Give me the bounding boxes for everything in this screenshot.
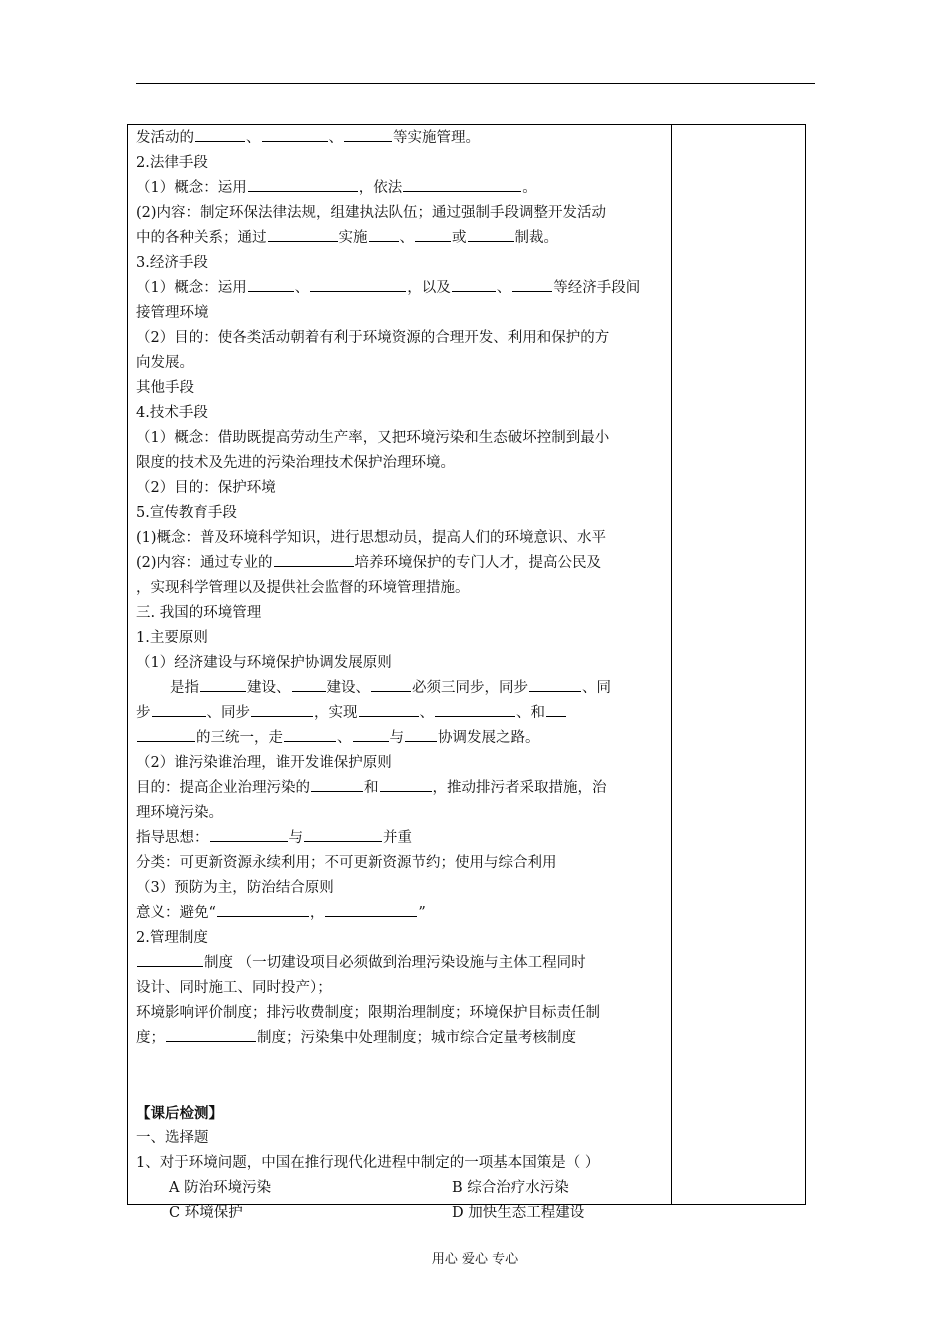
fill-in-blank[interactable] — [310, 277, 406, 292]
choice-option[interactable]: B 综合治疗水污染 — [452, 1180, 569, 1196]
text-segment: 步 — [136, 705, 151, 721]
fill-in-blank[interactable] — [292, 677, 326, 692]
text-line — [136, 201, 666, 226]
text-line — [136, 776, 666, 801]
text-segment: 分类：可更新资源永续利用；不可更新资源节约；使用与综合利用 — [136, 855, 557, 871]
text-segment: 意义：避免“ — [136, 905, 216, 921]
text-segment: 是指 — [170, 680, 199, 696]
text-line — [136, 126, 666, 151]
text-segment: 制裁。 — [514, 230, 558, 246]
text-segment: 、 — [294, 280, 310, 296]
text-segment: 、和 — [516, 705, 545, 721]
fill-in-blank[interactable] — [248, 277, 294, 292]
table-column-divider — [671, 125, 672, 1204]
text-segment: 限度的技术及先进的污染治理技术保护治理环境。 — [136, 455, 455, 471]
text-segment: 制度；污染集中处理制度；城市综合定量考核制度 — [257, 1030, 576, 1046]
text-segment: 接管理环境 — [136, 305, 209, 321]
text-line — [136, 401, 666, 426]
fill-in-blank[interactable] — [274, 552, 354, 567]
fill-in-blank[interactable] — [405, 727, 437, 742]
fill-in-blank[interactable] — [380, 777, 432, 792]
text-segment: 的三统一，走 — [196, 730, 283, 746]
main-text-column — [136, 126, 666, 1226]
text-line — [136, 1026, 666, 1051]
fill-in-blank[interactable] — [403, 177, 521, 192]
text-segment: 、 — [496, 280, 512, 296]
text-segment: 目的：提高企业治理污染的 — [136, 780, 310, 796]
fill-in-blank[interactable] — [546, 702, 566, 717]
text-segment: （2）目的：使各类活动朝着有利于环境资源的合理开发、利用和保护的方 — [136, 330, 610, 346]
text-segment: 环境影响评价制度；排污收费制度；限期治理制度；环境保护目标责任制 — [136, 1005, 600, 1021]
text-line — [136, 876, 666, 901]
fill-in-blank[interactable] — [452, 277, 496, 292]
text-line — [136, 626, 666, 651]
text-segment: 、同步 — [206, 705, 250, 721]
text-line — [136, 701, 666, 726]
text-line — [136, 376, 666, 401]
text-segment: 等经济手段间 — [553, 280, 641, 296]
text-segment: ，依法 — [358, 180, 403, 196]
text-segment: 4.技术手段 — [136, 405, 208, 421]
text-segment: 1.主要原则 — [136, 630, 208, 646]
text-line — [136, 426, 666, 451]
choice-option[interactable]: C 环境保护 — [169, 1205, 243, 1221]
fill-in-blank[interactable] — [304, 827, 382, 842]
fill-in-blank[interactable] — [200, 677, 246, 692]
fill-in-blank[interactable] — [284, 727, 336, 742]
fill-in-blank[interactable] — [210, 827, 288, 842]
fill-in-blank[interactable] — [468, 227, 514, 242]
text-segment: 【课后检测】 — [136, 1105, 223, 1122]
text-line — [136, 951, 666, 976]
choice-option[interactable]: D 加快生态工程建设 — [452, 1205, 585, 1221]
text-segment: 发活动的 — [136, 130, 194, 146]
text-line — [136, 976, 666, 1001]
header-rule — [136, 83, 815, 84]
text-line — [136, 1126, 666, 1151]
text-line — [136, 176, 666, 201]
text-segment: 与 — [389, 730, 404, 746]
text-segment: ” — [418, 905, 426, 921]
text-segment: 设计、同时施工、同时投产）； — [136, 980, 332, 996]
text-segment: 建设、 — [326, 680, 370, 696]
text-segment: （1）概念：借助既提高劳动生产率，又把环境污染和生态破坏控制到最小 — [136, 430, 610, 446]
fill-in-blank[interactable] — [371, 677, 411, 692]
text-line — [136, 351, 666, 376]
text-segment: 或 — [452, 230, 467, 246]
text-line — [136, 576, 666, 601]
fill-in-blank[interactable] — [166, 1027, 256, 1042]
page-footer: 用心 爱心 专心 — [431, 1252, 519, 1267]
text-segment: 协调发展之路。 — [438, 730, 540, 746]
text-segment: 三. 我国的环境管理 — [136, 605, 262, 621]
text-line — [136, 826, 666, 851]
fill-in-blank[interactable] — [137, 727, 195, 742]
text-segment: 等实施管理。 — [393, 130, 480, 146]
text-segment: 指导思想： — [136, 830, 209, 846]
text-segment: 。 — [522, 180, 537, 196]
text-line — [136, 651, 666, 676]
fill-in-blank[interactable] — [344, 127, 392, 142]
fill-in-blank[interactable] — [435, 702, 515, 717]
text-segment: 2.管理制度 — [136, 930, 208, 946]
fill-in-blank[interactable] — [152, 702, 206, 717]
text-segment: 度； — [136, 1030, 165, 1046]
text-segment: 、同 — [582, 680, 611, 696]
text-line — [136, 851, 666, 876]
choice-row — [136, 1201, 666, 1226]
text-segment: 培养环境保护的专门人才，提高公民及 — [354, 555, 602, 571]
fill-in-blank[interactable] — [359, 702, 419, 717]
fill-in-blank[interactable] — [217, 902, 309, 917]
fill-in-blank[interactable] — [512, 277, 552, 292]
text-segment: ，实现科学管理以及提供社会监督的环境管理措施。 — [136, 580, 470, 596]
fill-in-blank[interactable] — [262, 127, 328, 142]
text-segment: （2）目的：保护环境 — [136, 480, 276, 496]
text-segment: 和 — [364, 780, 379, 796]
text-line — [136, 1001, 666, 1026]
fill-in-blank[interactable] — [325, 902, 417, 917]
text-segment: 一、选择题 — [136, 1130, 209, 1146]
text-line — [136, 501, 666, 526]
text-segment: ，以及 — [407, 280, 451, 296]
text-segment: 、 — [246, 130, 261, 146]
text-segment: ，实现 — [314, 705, 358, 721]
text-line — [136, 226, 666, 251]
fill-in-blank[interactable] — [353, 727, 389, 742]
text-line — [136, 526, 666, 551]
text-segment: 实施 — [338, 230, 368, 246]
text-line — [136, 151, 666, 176]
text-segment: 向发展。 — [136, 355, 194, 371]
text-segment: 其他手段 — [136, 380, 194, 396]
text-segment: 必须三同步，同步 — [412, 680, 528, 696]
text-segment: (1)概念：普及环境科学知识，进行思想动员，提高人们的环境意识、水平 — [136, 530, 607, 546]
text-segment: 理环境污染。 — [136, 805, 223, 821]
text-line — [136, 551, 666, 576]
text-segment: 5.宣传教育手段 — [136, 505, 237, 521]
text-segment: (2)内容：通过专业的 — [136, 555, 273, 571]
text-segment: ，推动排污者采取措施，治 — [432, 780, 607, 796]
text-segment: 、 — [419, 705, 434, 721]
text-line — [136, 726, 666, 751]
text-segment: （3）预防为主，防治结合原则 — [136, 880, 334, 896]
blank-line — [136, 1076, 666, 1101]
text-segment: 、 — [399, 230, 414, 246]
text-segment: （1）经济建设与环境保护协调发展原则 — [136, 655, 392, 671]
fill-in-blank[interactable] — [529, 677, 581, 692]
text-segment: 建设、 — [247, 680, 291, 696]
text-segment: （1）概念：运用 — [136, 180, 247, 196]
content-table — [127, 124, 806, 1221]
text-line — [136, 1151, 666, 1176]
text-line — [136, 901, 666, 926]
choice-row — [136, 1176, 666, 1201]
text-segment: （2）谁污染谁治理，谁开发谁保护原则 — [136, 755, 392, 771]
text-segment: 并重 — [383, 830, 412, 846]
text-segment: 、 — [337, 730, 352, 746]
fill-in-blank[interactable] — [415, 227, 451, 242]
text-line — [136, 301, 666, 326]
text-line — [136, 476, 666, 501]
text-segment: (2)内容：制定环保法律法规，组建执法队伍；通过强制手段调整开发活动 — [136, 205, 607, 221]
text-line — [136, 751, 666, 776]
text-line — [136, 676, 666, 701]
fill-in-blank[interactable] — [311, 777, 363, 792]
text-segment: 3.经济手段 — [136, 255, 208, 271]
blank-line — [136, 1051, 666, 1076]
fill-in-blank[interactable] — [369, 227, 399, 242]
choice-option[interactable]: A 防治环境污染 — [169, 1180, 272, 1196]
text-line — [136, 451, 666, 476]
text-line — [136, 801, 666, 826]
text-line — [136, 601, 666, 626]
text-line — [136, 926, 666, 951]
text-line — [136, 1101, 666, 1126]
text-segment: ， — [309, 905, 325, 921]
text-segment: 2.法律手段 — [136, 155, 208, 171]
fill-in-blank[interactable] — [251, 702, 313, 717]
text-line — [136, 251, 666, 276]
text-segment: 与 — [288, 830, 303, 846]
text-segment: （1）概念：运用 — [136, 280, 247, 296]
text-line — [136, 276, 666, 301]
text-segment: 中的各种关系；通过 — [136, 230, 267, 246]
text-segment: 1、对于环境问题，中国在推行现代化进程中制定的一项基本国策是（ ） — [136, 1155, 600, 1171]
fill-in-blank[interactable] — [195, 127, 245, 142]
fill-in-blank[interactable] — [268, 227, 338, 242]
fill-in-blank[interactable] — [137, 952, 203, 967]
text-line — [136, 326, 666, 351]
text-segment: 制度 （一切建设项目必须做到治理污染设施与主体工程同时 — [204, 955, 586, 971]
text-segment: 、 — [328, 130, 343, 146]
fill-in-blank[interactable] — [248, 177, 358, 192]
